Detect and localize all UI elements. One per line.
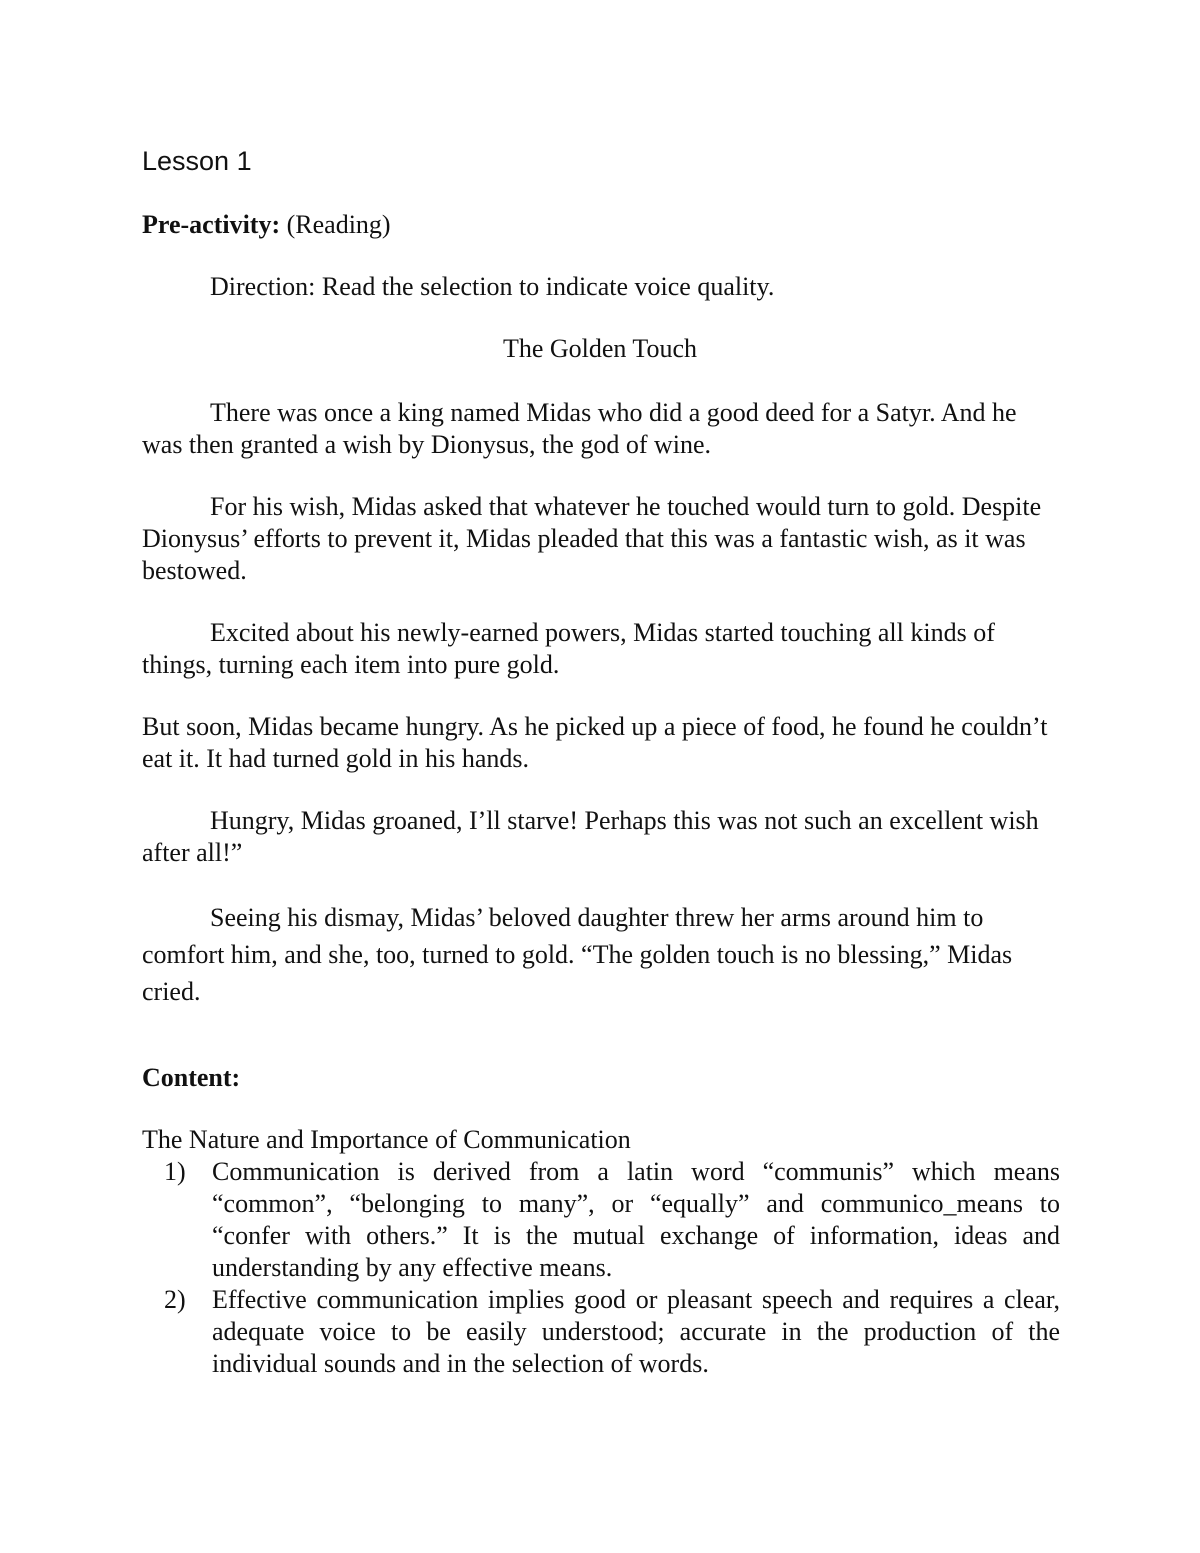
- story-paragraph: [142, 397, 1060, 461]
- story-paragraph: [142, 617, 1060, 681]
- story-paragraph-text: Excited about his newly-earned powers, Midas started touching all kinds of things, turning each item into pure gold.: [142, 618, 995, 679]
- list-item-text: Communication is derived from a latin word “communis” which means “common”, “belonging to many”, or “equally” and communico_means to “confer with others.” It is the mutual exchange of information, ideas and understanding by any effective means.: [212, 1157, 1060, 1282]
- story-paragraph-text: There was once a king named Midas who did a good deed for a Satyr. And he was then granted a wish by Dionysus, the god of wine.: [142, 398, 1017, 459]
- list-item-text: Effective communication implies good or pleasant speech and requires a clear, adequate voice to be easily understood; accurate in the production of the individual sounds and in the selection of words.: [212, 1285, 1060, 1378]
- content-list: [142, 1156, 1060, 1380]
- story-paragraph: [142, 491, 1060, 587]
- story-paragraph-text: Seeing his dismay, Midas’ beloved daughter threw her arms around him to comfort him, and she, too, turned to gold. “The golden touch is no blessing,” Midas cried.: [142, 903, 1013, 1006]
- list-item: [142, 1156, 1060, 1284]
- list-item: [142, 1284, 1060, 1380]
- list-item-number: 2): [164, 1285, 186, 1314]
- story-title: The Golden Touch: [502, 334, 698, 363]
- story-paragraph-text: For his wish, Midas asked that whatever he touched would turn to gold. Despite Dionysus’ efforts to prevent it, Midas pleaded that this was a fantastic wish, as it was bestowed.: [142, 492, 1042, 585]
- pre-activity-note: (Reading): [280, 210, 391, 239]
- story-paragraph: [142, 899, 1060, 1010]
- story-paragraph-text: But soon, Midas became hungry. As he picked up a piece of food, he found he couldn’t eat it. It had turned gold in his hands.: [142, 712, 1048, 773]
- list-item-number: 1): [164, 1157, 186, 1186]
- content-label: Content:: [142, 1063, 241, 1092]
- content-subtitle: The Nature and Importance of Communication: [142, 1125, 631, 1154]
- lesson-title: Lesson 1: [142, 146, 252, 176]
- story-paragraph: [142, 805, 1060, 869]
- pre-activity-line: [142, 209, 391, 241]
- direction-text: Direction: Read the selection to indicate voice quality.: [210, 272, 775, 301]
- story-paragraph-text: Hungry, Midas groaned, I’ll starve! Perhaps this was not such an excellent wish after all!”: [142, 806, 1039, 867]
- pre-activity-label: Pre-activity:: [142, 210, 281, 239]
- story-paragraph: [142, 711, 1060, 775]
